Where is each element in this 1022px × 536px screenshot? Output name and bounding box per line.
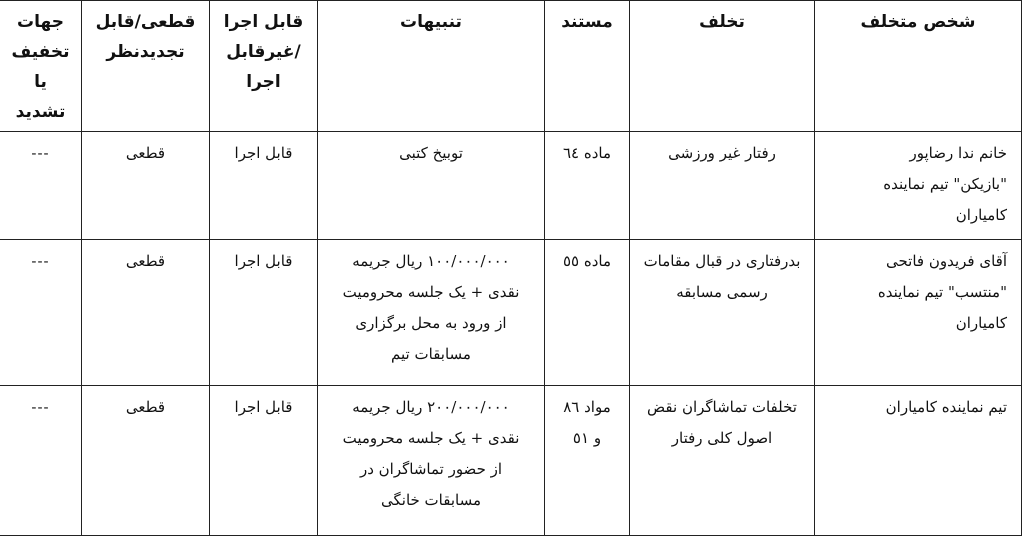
cell-penalties: توبیخ کتبی [318,132,545,240]
header-person: شخص متخلف [815,1,1022,132]
cell-enforceable: قابل اجرا [210,240,318,386]
cell-penalties: ٢٠٠/٠٠٠/٠٠٠ ریال جریمه نقدی + یک جلسه محرومیت از حضور تماشاگران در مسابقات خانگی [318,386,545,536]
header-violation: تخلف [630,1,815,132]
table-row [0,386,1022,536]
cell-reference: ماده ٦٤ [545,132,630,240]
header-enforceable: قابل اجرا /غیرقابل اجرا [210,1,318,132]
cell-enforceable: قابل اجرا [210,386,318,536]
header-row [0,1,1022,132]
cell-enforceable: قابل اجرا [210,132,318,240]
header-final: قطعی/قابل تجدیدنظر [82,1,210,132]
cell-final: قطعی [82,240,210,386]
header-reduction: جهات تخفیف یا تشدید [0,1,82,132]
cell-reference: ماده ٥٥ [545,240,630,386]
cell-reduction: --- [0,386,82,536]
table-row [0,132,1022,240]
cell-reduction: --- [0,240,82,386]
cell-violation: تخلفات تماشاگران نقض اصول کلی رفتار [630,386,815,536]
cell-violation: بدرفتاری در قبال مقامات رسمی مسابقه [630,240,815,386]
cell-person: تیم نماینده کامیاران [815,386,1022,536]
cell-final: قطعی [82,386,210,536]
cell-reference: مواد ٨٦ و ٥١ [545,386,630,536]
cell-violation: رفتار غیر ورزشی [630,132,815,240]
cell-person: آقای فریدون فاتحی "منتسب" تیم نماینده کامیاران [815,240,1022,386]
cell-reduction: --- [0,132,82,240]
header-penalties: تنبیهات [318,1,545,132]
table-row [0,240,1022,386]
cell-person: خانم ندا رضاپور "بازیکن" تیم نماینده کامیاران [815,132,1022,240]
cell-final: قطعی [82,132,210,240]
header-reference: مستند [545,1,630,132]
cell-penalties: ١٠٠/٠٠٠/٠٠٠ ریال جریمه نقدی + یک جلسه محرومیت از ورود به محل برگزاری مسابقات تیم [318,240,545,386]
